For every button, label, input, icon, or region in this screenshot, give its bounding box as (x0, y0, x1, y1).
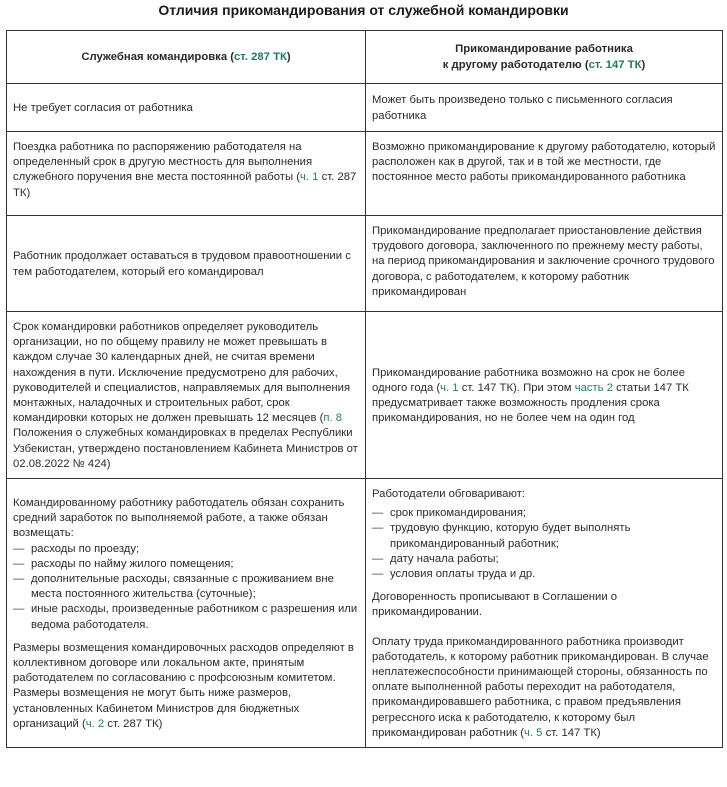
list-item: — иные расходы, произведенные работником с разрешения или ведома работодателя. (13, 602, 359, 632)
header-text: Служебная командировка ( (81, 51, 235, 64)
table-row (7, 479, 723, 748)
table-row (7, 84, 723, 132)
payment-paragraph: Оплату труда прикомандированного работника производит работодатель, к которому работник прикомандирован. В случае неплатежеспособности принимающей стороны, обязанность по оплате выполненной работы переходит на работодателя, прикомандировавшего работника, с правом предъявления регрессного иска к работодателю, к которому был прикомандирован работник (ч. 5 ст. 147 ТК) (372, 635, 709, 739)
expenses-size-paragraph: Размеры возмещения командировочных расходов определяют в коллективном договоре или локальном акте, принятым работодателем по согласованию с профсоюзным комитетом. Размеры возмещения не могут быть ниже размеров, установленных Кабинетом Министров для бюджетных организаций (ч. 2 ст. 287 ТК) (13, 641, 354, 730)
table-row (7, 132, 723, 216)
cell-right: Может быть произведено только с письменного согласия работника (366, 84, 723, 132)
cell-left: Срок командировки работников определяет руководитель организации, но по общему правилу не может превышать в каждом случае 30 календарных дней, не считая времени нахождения в пути. Исключение предусмотрено для рабочих, руководителей и специалистов, направляемых для выполнения монтажных, наладочных и строительных работ, срок командировки которых не должен превышать 12 месяцев (п. 8 Положения о служебных командировках в пределах Республики Узбекистан, утверждено постановлением Кабинета Министров от 02.08.2022 № 424) (7, 312, 366, 479)
table-row (7, 216, 723, 312)
list-item: — расходы по проезду; (13, 542, 359, 557)
part-1-link[interactable]: ч. 1 (440, 381, 459, 394)
list-item: — трудовую функцию, которую будет выполнять прикомандированный работник; (372, 521, 716, 551)
agreement-terms-list (372, 506, 716, 582)
cell-left: Работник продолжает оставаться в трудовом правоотношении с тем работодателем, который его командировал (7, 216, 366, 312)
header-secondment: Прикомандирование работника к другому работодателю (ст. 147 ТК) (366, 31, 723, 84)
part-2-link[interactable]: часть 2 (574, 381, 613, 394)
cell-right: Прикомандирование предполагает приостановление действия трудового договора, заключенного по прежнему месту работы, на период прикомандирования и заключение срочного трудового договора, с работодателем, к которому работник прикомандирован (366, 216, 723, 312)
cell-left (7, 479, 366, 748)
comparison-table (6, 30, 723, 748)
part-5-link[interactable]: ч. 5 (524, 726, 543, 739)
article-147-link[interactable]: ст. 147 ТК (588, 59, 642, 71)
list-item: — расходы по найму жилого помещения; (13, 557, 359, 572)
list-item: — срок прикомандирования; (372, 506, 716, 521)
article-287-link[interactable]: ст. 287 ТК (234, 51, 287, 64)
agreement-paragraph: Договоренность прописывают в Соглашении о прикомандировании. (372, 591, 618, 619)
cell-left: Поездка работника по распоряжению работодателя на определенный срок в другую местность для выполнения служебного поручения вне места постоянной работы (ч. 1 ст. 287 ТК) (7, 132, 366, 216)
cell-left: Не требует согласия от работника (7, 84, 366, 132)
table-header-row (7, 31, 723, 84)
part-2-link[interactable]: ч. 2 (85, 717, 105, 730)
table-row (7, 312, 723, 479)
employers-intro: Работодатели обговаривают: (372, 488, 526, 501)
expenses-list (13, 542, 359, 633)
list-item: — условия оплаты труда и др. (372, 567, 716, 582)
expenses-intro: Командированному работнику работодатель обязан сохранить средний заработок по выполняемой работе, а также обязан возмещать: (13, 497, 345, 540)
cell-right (366, 479, 723, 748)
cell-right: Возможно прикомандирование к другому работодателю, который расположен как в другой, так и в той же местности, где постоянное место работы прикомандированного работника (366, 132, 723, 216)
part-1-link[interactable]: ч. 1 (300, 171, 319, 184)
list-item: — дату начала работы; (372, 552, 716, 567)
header-business-trip: Служебная командировка (ст. 287 ТК) (7, 31, 366, 84)
page-title: Отличия прикомандирования от служебной командировки (158, 2, 569, 18)
clause-8-link[interactable]: п. 8 (323, 412, 343, 425)
header-text: Прикомандирование работника (455, 43, 633, 56)
list-item: — дополнительные расходы, связанные с проживанием вне места постоянного жительства (суточные); (13, 572, 359, 602)
cell-right: Прикомандирование работника возможно на срок не более одного года (ч. 1 ст. 147 ТК). При этом часть 2 статьи 147 ТК предусматривает также возможность продления срока прикомандирования, но не более чем на один год (366, 312, 723, 479)
